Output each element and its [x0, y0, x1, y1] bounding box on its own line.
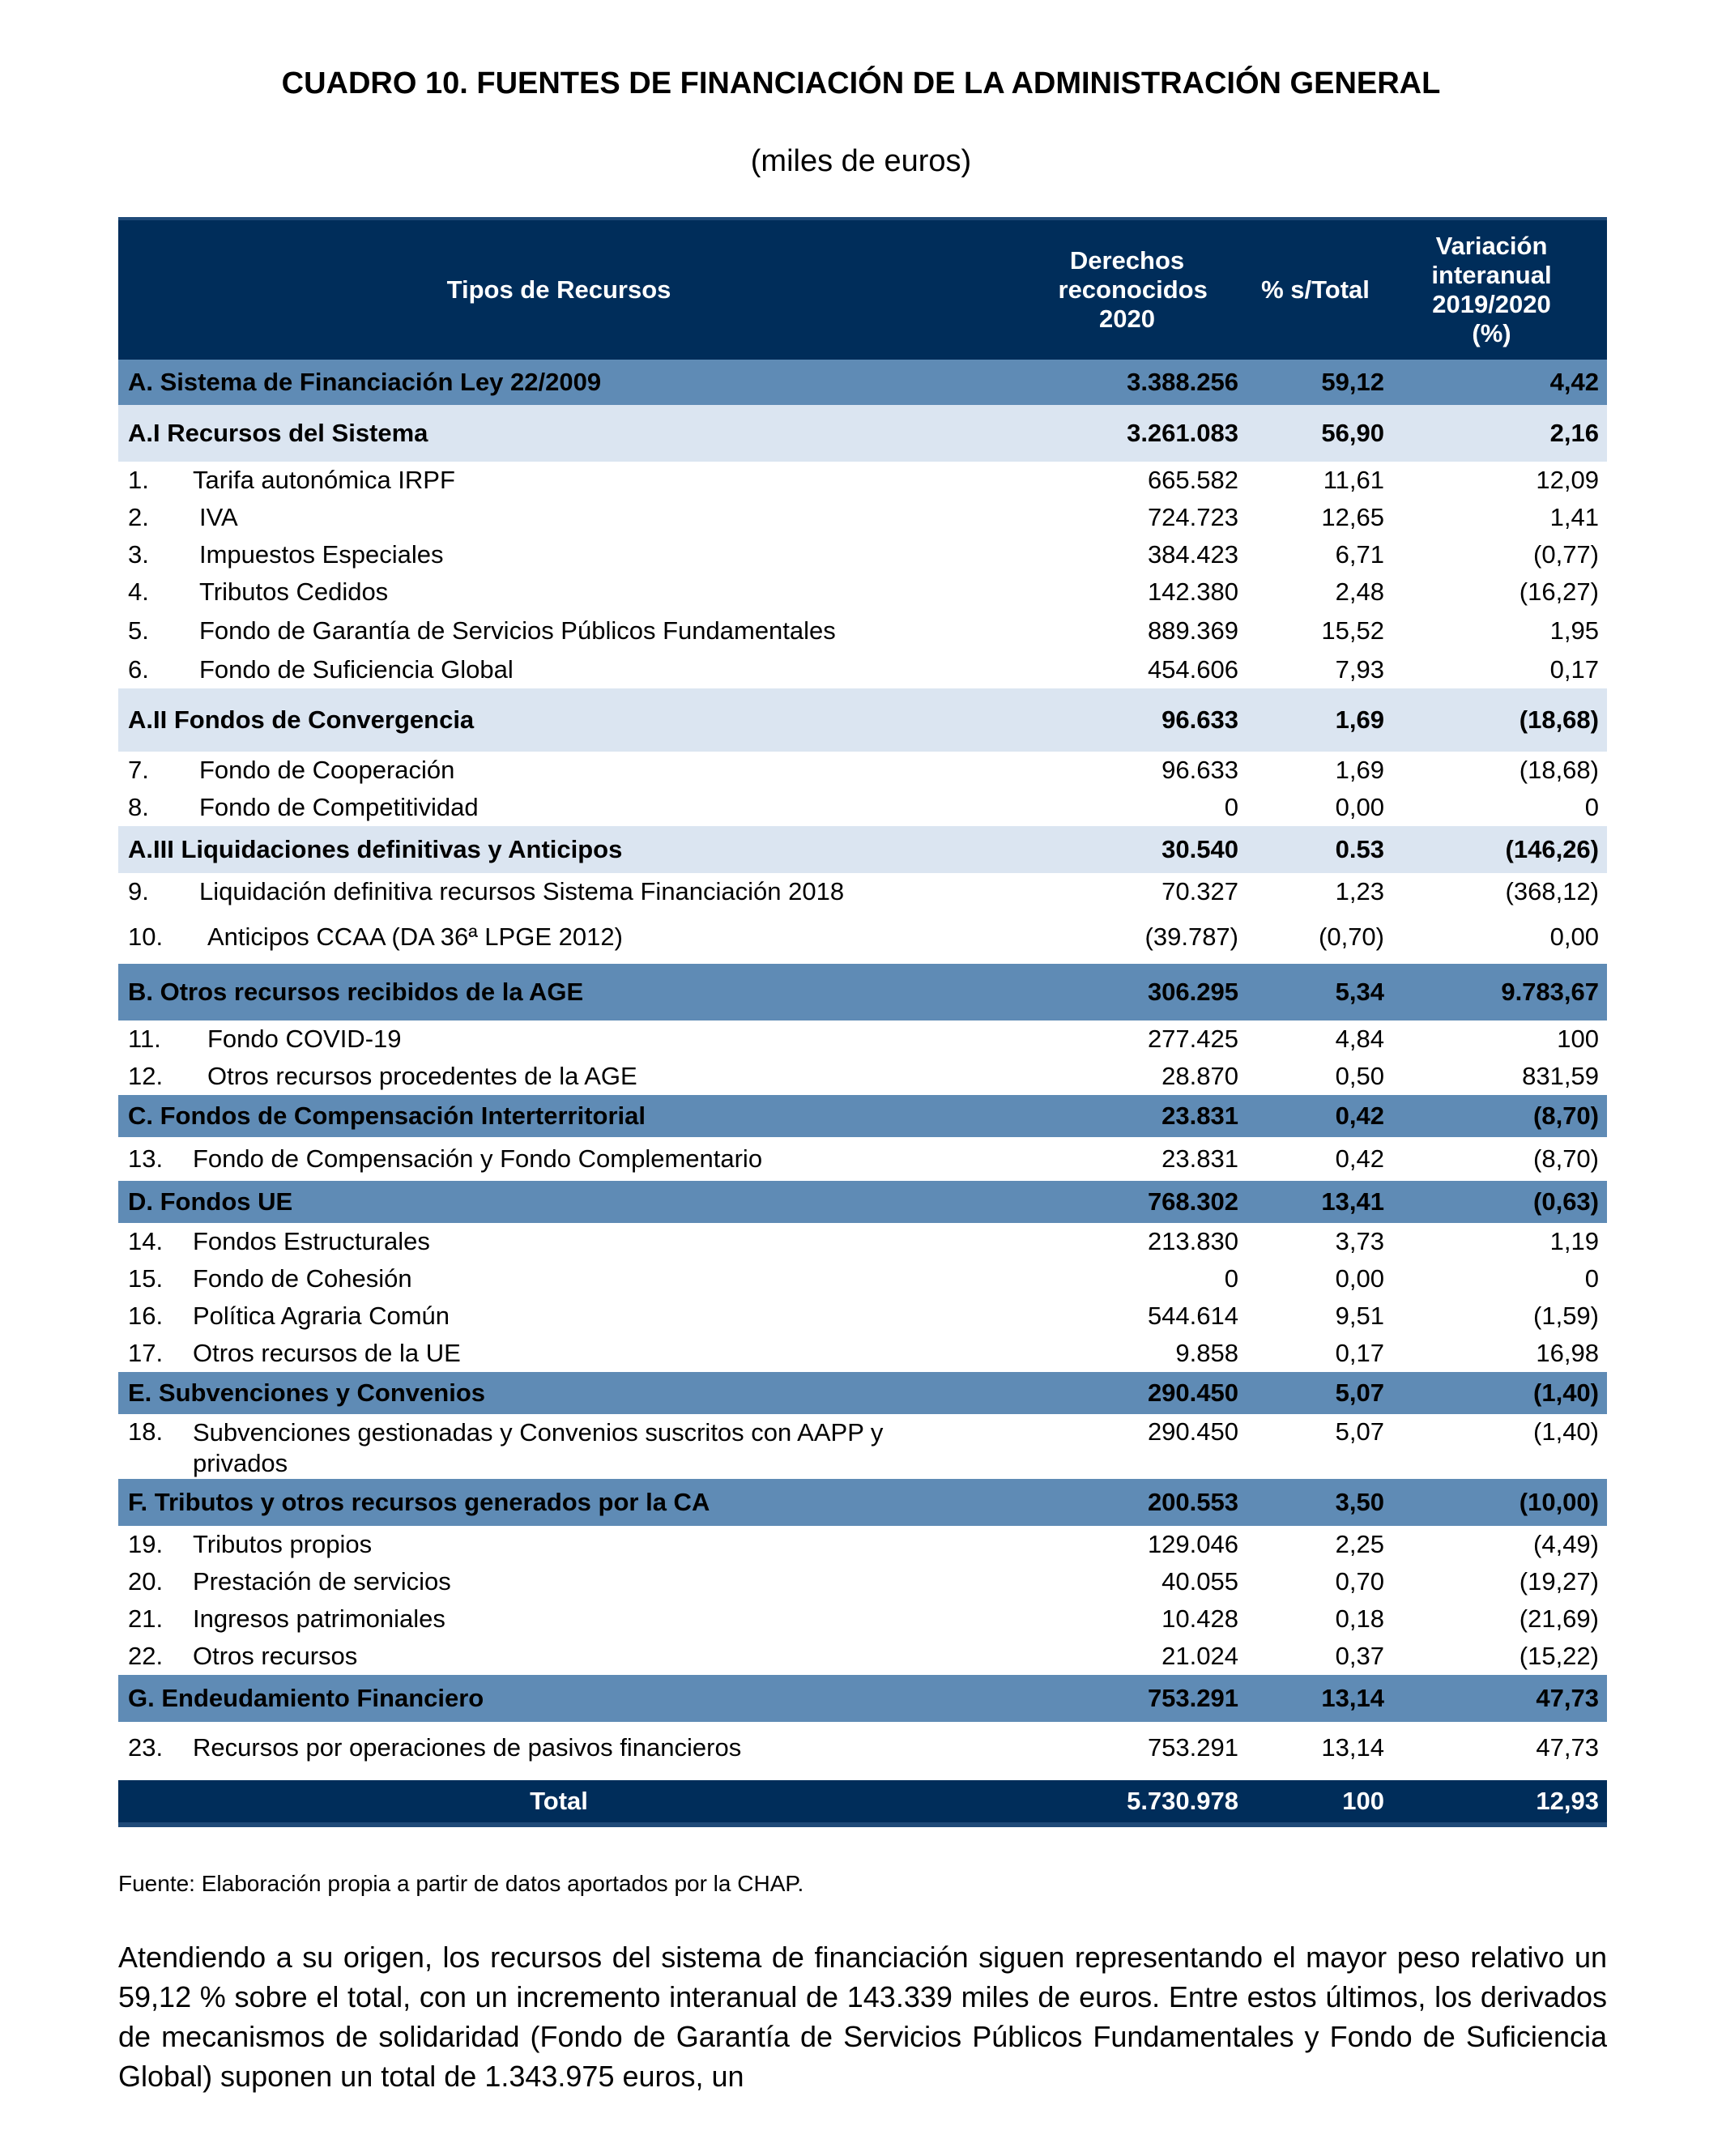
- row-pct: 0,42: [1335, 1101, 1384, 1130]
- row-derechos: 889.369: [1147, 616, 1238, 645]
- row-pct: (0,70): [1319, 922, 1384, 951]
- table-row: [118, 1260, 1607, 1297]
- header-variacion: Variación interanual 2019/2020 (%): [1431, 232, 1552, 347]
- row-label: G. Endeudamiento Financiero: [128, 1684, 484, 1712]
- row-variacion: 1,41: [1549, 503, 1599, 531]
- row-variacion: (0,63): [1533, 1187, 1599, 1216]
- row-text: Fondo de Suficiencia Global: [199, 655, 514, 684]
- total-derechos: 5.730.978: [1127, 1787, 1238, 1815]
- header-pct: % s/Total: [1261, 275, 1370, 304]
- table-row: [118, 611, 1607, 651]
- row-pct: 2,25: [1335, 1530, 1384, 1558]
- row-pct: 13,14: [1321, 1684, 1384, 1712]
- subsection-row: [118, 826, 1607, 873]
- row-label: [118, 793, 1000, 822]
- row-derechos: 306.295: [1147, 978, 1238, 1006]
- row-text: Impuestos Especiales: [199, 540, 444, 569]
- row-variacion: 47,73: [1536, 1684, 1599, 1712]
- section-row: [118, 1479, 1607, 1526]
- row-number: 6.: [128, 655, 149, 684]
- row-pct: 3,50: [1335, 1488, 1384, 1516]
- row-derechos: 290.450: [1147, 1417, 1238, 1446]
- section-row: [118, 964, 1607, 1020]
- row-variacion: (1,40): [1533, 1378, 1599, 1407]
- row-variacion: (19,27): [1519, 1567, 1599, 1596]
- row-label: [118, 1062, 1000, 1091]
- row-derechos: 200.553: [1147, 1488, 1238, 1516]
- row-derechos: 768.302: [1147, 1187, 1238, 1216]
- row-label: [118, 1144, 1000, 1174]
- row-text: Recursos por operaciones de pasivos financieros: [193, 1733, 742, 1762]
- row-label: [118, 877, 1000, 906]
- row-variacion: 12,09: [1536, 466, 1599, 494]
- row-number: 3.: [128, 540, 149, 569]
- row-label: A. Sistema de Financiación Ley 22/2009: [128, 368, 602, 396]
- row-text: IVA: [199, 503, 238, 531]
- row-label: [118, 1733, 1000, 1762]
- header-derechos: Derechos reconocidos 2020: [1058, 246, 1208, 333]
- total-label: Total: [530, 1787, 588, 1815]
- row-label: [118, 1339, 1000, 1368]
- row-derechos: 9.858: [1175, 1339, 1238, 1367]
- row-variacion: (21,69): [1519, 1604, 1599, 1633]
- row-derechos: 277.425: [1147, 1025, 1238, 1053]
- row-pct: 0,00: [1335, 793, 1384, 821]
- row-text: Fondo de Competitividad: [199, 793, 479, 821]
- row-label: E. Subvenciones y Convenios: [128, 1378, 486, 1407]
- row-variacion: 2,16: [1549, 419, 1599, 447]
- row-variacion: (18,68): [1519, 705, 1599, 734]
- row-label: [118, 1417, 1000, 1479]
- table-row: [118, 873, 1607, 910]
- row-derechos: 142.380: [1147, 577, 1238, 606]
- row-label: D. Fondos UE: [128, 1187, 293, 1216]
- row-text: Otros recursos procedentes de la AGE: [207, 1062, 637, 1090]
- row-derechos: 290.450: [1147, 1378, 1238, 1407]
- source-note: Fuente: Elaboración propia a partir de datos aportados por la CHAP.: [118, 1871, 804, 1896]
- row-pct: 6,71: [1335, 540, 1384, 569]
- row-text: Fondos Estructurales: [193, 1227, 430, 1255]
- row-label: [118, 616, 1000, 646]
- body-paragraph: Atendiendo a su origen, los recursos del sistema de financiación siguen representando el mayor peso relativo un 59,12 % sobre el total, con un incremento interanual de 143.339 miles de euros. Entre estos últimos, los derivados de mecanismos de solidaridad (Fondo de Garantía de Servicios Públicos Fundamentales y Fondo de Suficiencia Global) suponen un total de 1.343.975 euros, un: [118, 1941, 1607, 2093]
- row-label: [118, 756, 1000, 785]
- row-text: Liquidación definitiva recursos Sistema Financiación 2018: [199, 877, 845, 905]
- row-label: [118, 1642, 1000, 1671]
- row-pct: 13,14: [1321, 1733, 1384, 1762]
- row-label: [118, 1604, 1000, 1634]
- total-variacion: 12,93: [1536, 1787, 1599, 1815]
- row-pct: 0,37: [1335, 1642, 1384, 1670]
- row-number: 21.: [128, 1604, 164, 1633]
- row-number: 1.: [128, 466, 149, 494]
- row-derechos: 23.831: [1161, 1101, 1238, 1130]
- subsection-row: [118, 405, 1607, 462]
- row-variacion: 0,17: [1549, 655, 1599, 684]
- row-pct: 0,50: [1335, 1062, 1384, 1090]
- row-pct: 12,65: [1321, 503, 1384, 531]
- row-pct: 1,23: [1335, 877, 1384, 905]
- table-row: [118, 910, 1607, 964]
- table-row: [118, 1223, 1607, 1260]
- row-pct: 9,51: [1335, 1302, 1384, 1330]
- row-derechos: 70.327: [1161, 877, 1238, 905]
- row-number: 7.: [128, 756, 149, 784]
- table-title: CUADRO 10. FUENTES DE FINANCIACIÓN DE LA ADMINISTRACIÓN GENERAL: [281, 66, 1441, 100]
- section-row: [118, 1181, 1607, 1223]
- row-label: C. Fondos de Compensación Interterritorial: [128, 1101, 646, 1130]
- table-row: [118, 573, 1607, 611]
- table-header-row: [118, 217, 1607, 360]
- row-label: A.III Liquidaciones definitivas y Anticipos: [128, 835, 623, 863]
- subsection-row: [118, 688, 1607, 752]
- row-label: [118, 1530, 1000, 1559]
- row-number: 19.: [128, 1530, 164, 1558]
- row-derechos: 96.633: [1161, 756, 1238, 784]
- row-variacion: (8,70): [1533, 1101, 1599, 1130]
- row-label: [118, 1302, 1000, 1331]
- table-body: [118, 360, 1607, 1774]
- row-variacion: (10,00): [1519, 1488, 1599, 1516]
- total-pct: 100: [1342, 1787, 1384, 1815]
- row-pct: 0,00: [1335, 1264, 1384, 1293]
- row-number: 18.: [128, 1417, 164, 1446]
- row-label: [118, 503, 1000, 532]
- row-derechos: 384.423: [1147, 540, 1238, 569]
- row-number: 2.: [128, 503, 149, 531]
- row-number: 12.: [128, 1062, 164, 1090]
- total-row: [118, 1780, 1607, 1827]
- section-row: [118, 1372, 1607, 1414]
- row-text: Política Agraria Común: [193, 1302, 450, 1330]
- row-number: 23.: [128, 1733, 164, 1762]
- row-number: 9.: [128, 877, 149, 905]
- table-row: [118, 1137, 1607, 1181]
- row-text: Tributos propios: [193, 1530, 373, 1558]
- table-row: [118, 499, 1607, 536]
- row-label: A.I Recursos del Sistema: [128, 419, 428, 447]
- row-text: Anticipos CCAA (DA 36ª LPGE 2012): [207, 922, 623, 951]
- section-row: [118, 1675, 1607, 1722]
- row-variacion: 1,95: [1549, 616, 1599, 645]
- row-pct: 3,73: [1335, 1227, 1384, 1255]
- row-derechos: 544.614: [1147, 1302, 1238, 1330]
- row-text: Fondo de Compensación y Fondo Complementario: [193, 1144, 763, 1173]
- row-label: [118, 922, 1000, 952]
- row-text: Fondo COVID-19: [207, 1025, 402, 1053]
- row-text: Tarifa autonómica IRPF: [193, 466, 455, 494]
- row-pct: 59,12: [1321, 368, 1384, 396]
- row-pct: 1,69: [1335, 756, 1384, 784]
- row-variacion: (0,77): [1533, 540, 1599, 569]
- row-label: [118, 655, 1000, 684]
- table-row: [118, 651, 1607, 688]
- table-row: [118, 536, 1607, 573]
- row-variacion: (1,40): [1533, 1417, 1599, 1446]
- row-derechos: 753.291: [1147, 1684, 1238, 1712]
- row-text: Prestación de servicios: [193, 1567, 451, 1596]
- row-label: [118, 577, 1000, 607]
- row-derechos: 21.024: [1161, 1642, 1238, 1670]
- row-text: Otros recursos de la UE: [193, 1339, 461, 1367]
- row-variacion: (16,27): [1519, 577, 1599, 606]
- row-variacion: 47,73: [1536, 1733, 1599, 1762]
- row-label: B. Otros recursos recibidos de la AGE: [128, 978, 584, 1006]
- row-pct: 0,70: [1335, 1567, 1384, 1596]
- row-variacion: 0: [1584, 1264, 1599, 1293]
- table-row: [118, 1563, 1607, 1600]
- row-derechos: 665.582: [1147, 466, 1238, 494]
- row-derechos: 753.291: [1147, 1733, 1238, 1762]
- row-pct: 15,52: [1321, 616, 1384, 645]
- row-derechos: 0: [1224, 793, 1238, 821]
- table-row: [118, 1526, 1607, 1563]
- row-pct: 0,17: [1335, 1339, 1384, 1367]
- row-text: Ingresos patrimoniales: [193, 1604, 445, 1633]
- header-tipos: Tipos de Recursos: [446, 275, 671, 304]
- row-variacion: 1,19: [1549, 1227, 1599, 1255]
- row-pct: 11,61: [1323, 466, 1384, 494]
- row-variacion: (4,49): [1533, 1530, 1599, 1558]
- table-row: [118, 1297, 1607, 1335]
- table-row: [118, 1638, 1607, 1675]
- table-row: [118, 1414, 1607, 1479]
- row-variacion: (18,68): [1519, 756, 1599, 784]
- row-derechos: 10.428: [1161, 1604, 1238, 1633]
- section-row: [118, 360, 1607, 405]
- row-variacion: (1,59): [1533, 1302, 1599, 1330]
- row-number: 16.: [128, 1302, 164, 1330]
- row-derechos: (39.787): [1144, 922, 1238, 951]
- row-text: Tributos Cedidos: [199, 577, 389, 606]
- row-pct: 0.53: [1335, 835, 1384, 863]
- row-pct: 0,18: [1335, 1604, 1384, 1633]
- row-text: Fondo de Cohesión: [193, 1264, 412, 1293]
- row-text: Otros recursos: [193, 1642, 358, 1670]
- row-variacion: (368,12): [1505, 877, 1599, 905]
- row-variacion: 4,42: [1549, 368, 1599, 396]
- table-subtitle: (miles de euros): [750, 144, 972, 178]
- table-row: [118, 462, 1607, 499]
- row-number: 20.: [128, 1567, 164, 1596]
- row-variacion: 100: [1557, 1025, 1599, 1053]
- row-number: 8.: [128, 793, 149, 821]
- row-text: Fondo de Garantía de Servicios Públicos Fundamentales: [199, 616, 836, 645]
- section-row: [118, 1095, 1607, 1137]
- row-pct: 4,84: [1335, 1025, 1384, 1053]
- row-derechos: 0: [1224, 1264, 1238, 1293]
- row-variacion: 16,98: [1536, 1339, 1599, 1367]
- row-label: [118, 1264, 1000, 1293]
- row-number: 13.: [128, 1144, 164, 1173]
- row-derechos: 40.055: [1161, 1567, 1238, 1596]
- row-derechos: 23.831: [1161, 1144, 1238, 1173]
- financing-sources-table: [118, 217, 1607, 1827]
- row-number: 4.: [128, 577, 149, 606]
- row-derechos: 30.540: [1161, 835, 1238, 863]
- row-variacion: 0: [1584, 793, 1599, 821]
- row-number: 14.: [128, 1227, 164, 1255]
- row-pct: 56,90: [1321, 419, 1384, 447]
- row-pct: 5,07: [1335, 1378, 1384, 1407]
- row-variacion: (146,26): [1505, 835, 1599, 863]
- row-pct: 0,42: [1335, 1144, 1384, 1173]
- row-number: 15.: [128, 1264, 164, 1293]
- row-variacion: 9.783,67: [1501, 978, 1599, 1006]
- row-label: F. Tributos y otros recursos generados por la CA: [128, 1488, 710, 1516]
- table-row: [118, 1722, 1607, 1774]
- table-row: [118, 1020, 1607, 1058]
- row-pct: 2,48: [1335, 577, 1384, 606]
- row-pct: 13,41: [1321, 1187, 1384, 1216]
- row-derechos: 28.870: [1161, 1062, 1238, 1090]
- row-pct: 1,69: [1335, 705, 1384, 734]
- table-row: [118, 1600, 1607, 1638]
- row-derechos: 3.388.256: [1127, 368, 1238, 396]
- row-number: 22.: [128, 1642, 164, 1670]
- row-text: Subvenciones gestionadas y Convenios suscritos con AAPP y privados: [193, 1418, 884, 1477]
- row-variacion: (8,70): [1533, 1144, 1599, 1173]
- row-label: [118, 1567, 1000, 1596]
- row-number: 11.: [128, 1025, 161, 1053]
- row-pct: 7,93: [1335, 655, 1384, 684]
- table-row: [118, 752, 1607, 789]
- row-label: [118, 1227, 1000, 1256]
- row-derechos: 454.606: [1147, 655, 1238, 684]
- row-pct: 5,07: [1335, 1417, 1384, 1446]
- row-number: 10.: [128, 922, 164, 951]
- row-derechos: 96.633: [1161, 705, 1238, 734]
- row-derechos: 724.723: [1147, 503, 1238, 531]
- row-label: A.II Fondos de Convergencia: [128, 705, 475, 734]
- row-variacion: (15,22): [1519, 1642, 1599, 1670]
- table-row: [118, 1335, 1607, 1372]
- row-derechos: 3.261.083: [1127, 419, 1238, 447]
- row-label: [118, 540, 1000, 569]
- row-derechos: 213.830: [1147, 1227, 1238, 1255]
- row-pct: 5,34: [1335, 978, 1384, 1006]
- row-number: 5.: [128, 616, 149, 645]
- row-label: [118, 466, 1000, 495]
- row-variacion: 0,00: [1549, 922, 1599, 951]
- table-row: [118, 1058, 1607, 1095]
- row-variacion: 831,59: [1522, 1062, 1599, 1090]
- row-number: 17.: [128, 1339, 164, 1367]
- row-label: [118, 1025, 1000, 1054]
- row-derechos: 129.046: [1147, 1530, 1238, 1558]
- row-text: Fondo de Cooperación: [199, 756, 455, 784]
- table-row: [118, 789, 1607, 826]
